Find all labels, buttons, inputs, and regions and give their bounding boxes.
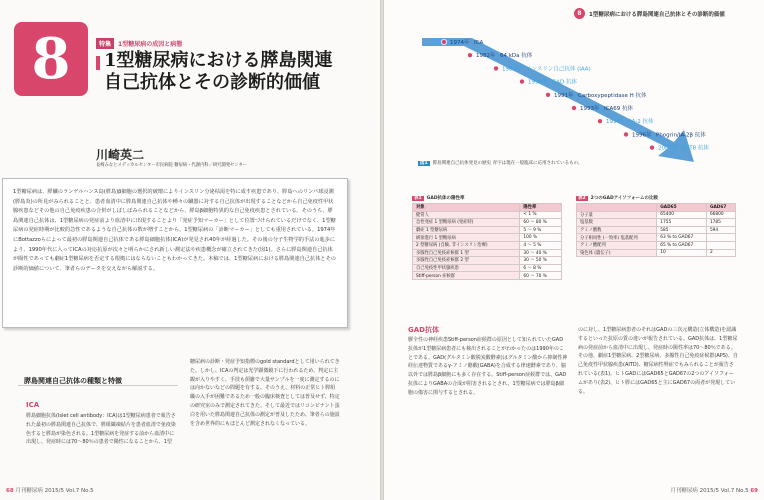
title-accent-bar — [96, 56, 100, 70]
section-heading: 膵島関連自己抗体の種類と特徴 — [24, 377, 122, 385]
table-cell: 63 % to GAD67 — [657, 234, 707, 242]
author-affiliation: 長崎みなとメディカルセンター市民病院 糖尿病・代謝内科／研究開発センター — [96, 163, 248, 168]
page-footer — [6, 486, 94, 494]
table-cell: 60 ～ 80 % — [520, 219, 562, 227]
table-header-row — [413, 204, 562, 212]
table-row — [577, 219, 736, 227]
table-cell: 多腺性自己免疫症候群 2 型 — [413, 257, 520, 265]
timeline-year: 1990年 — [528, 79, 548, 86]
table-row — [413, 249, 562, 257]
table-row — [577, 211, 736, 219]
table-cell: 健常人 — [413, 211, 520, 219]
table-cell: 多腺性自己免疫症候群 1 型 — [413, 249, 520, 257]
table-row — [413, 241, 562, 249]
timeline-antibody-label: Carboxypeptidase H 抗体 — [578, 92, 647, 99]
table-cell: 100 % — [520, 234, 562, 242]
page-number-right: 69 — [750, 488, 758, 494]
page-number: 68 — [6, 488, 14, 494]
table-row — [413, 257, 562, 265]
table-row — [413, 264, 562, 272]
table-cell: 自己免疫性甲状腺疾患 — [413, 264, 520, 272]
running-header — [574, 8, 725, 19]
table2 — [576, 203, 736, 257]
timeline-dot — [519, 79, 524, 84]
timeline-dot — [441, 39, 446, 44]
right-body-column-2: のに対し、1型糖尿病患者のそれはGADの三次元構造(立体構造)を認識するといった抗原の質の違いが報告されている。GAD抗体は、1型糖尿病の発症前から血清中に出現し、発症時の陽性率は70～80％である。その他、劇症1型糖尿病、2型糖尿病、多腺性自己免疫症候群(APS)、自己免疫性甲状腺疾患(AITD)、糖尿病性腎症でもみられることが報告されている(表1)。ヒトGADにはGAD65とGAD67の2つのアイソフォームがあり(表2)、ヒト膵にはGAD65と主にGAD67の両者が発現している。 — [578, 327, 738, 395]
timeline-dot — [467, 53, 472, 58]
series-tag — [96, 38, 182, 49]
figure1-caption-text: 膵島関連自己抗体発見の歴史 青字は現在一般臨床に応用されているもの。 — [432, 161, 583, 166]
table-cell: 585 — [657, 226, 707, 234]
body-column-1: 膵島細胞抗体(Islet cell antibody：ICA)は1型糖尿病患者で報告された最初の膵島関連自己抗体で、膵組織凍結片を患者血清で免疫染色すると膵島が染色される。1型糖尿病を発症する前から血清中に出現し、発症時には70～80％の患者で陽性になることから、1型 — [26, 413, 176, 446]
table-cell: 1755 — [657, 219, 707, 227]
table-cell: 66800 — [706, 211, 735, 219]
timeline-antibody-label: IA-2 抗体 — [630, 119, 654, 126]
timeline-antibody-label: ICA69 抗体 — [604, 106, 633, 112]
timeline-antibody-label: ICA — [474, 40, 484, 46]
table-cell: 65400 — [657, 211, 707, 219]
chapter-number: 8 — [14, 22, 88, 96]
table-row — [413, 211, 562, 219]
subsection-heading-ica: ICA — [26, 401, 40, 409]
timeline-year: 1991年 — [554, 92, 574, 99]
table-row — [577, 249, 736, 257]
timeline-dot — [649, 145, 654, 150]
subsection-heading-gad: GAD抗体 — [408, 326, 439, 334]
right-body-column-1: 膠全性の神経疾患Stiff-person症候群の原因として知られていたGAD抗体が1型糖尿病患者にも検出されることがわかったのは1990年のことである。GAD(グルタミン酸脱炭酸酵素)はグルタミン酸から抑制性神経伝達物質であるγ-アミノ酪酸(GABA)を合成する律速酵素であり、脳以外では膵島β細胞にも多く存在する。Stiff-person症候群では、GAD抗体によりGABAの合成が阻害されるとされ、1型糖尿病では膵島β細胞の傷害に関与するとされる。 — [408, 337, 568, 396]
table-cell — [706, 241, 735, 249]
timeline-year: 1993年 — [580, 106, 600, 112]
timeline-antibody-label: インスリン自己抗体 (IAA) — [526, 66, 591, 73]
table-header-cell: 対象 — [413, 204, 520, 212]
table-cell: 2 型糖尿病 (自験, 非インスリン治療) — [413, 241, 520, 249]
footer-text: 月刊糖尿病 2015/5 Vol.7 No.5 — [15, 488, 94, 494]
table-cell: 2 — [706, 249, 735, 257]
table-cell: < 1 % — [520, 211, 562, 219]
table-header-row — [577, 204, 736, 212]
table-row — [413, 234, 562, 242]
table-row — [577, 234, 736, 242]
table-cell: 5 ～ 9 % — [520, 226, 562, 234]
table-cell: 染色体 (遺伝子) — [577, 249, 657, 257]
timeline-antibody-label: GAD 抗体 — [552, 79, 578, 86]
timeline-dot — [545, 92, 550, 97]
table-row — [413, 226, 562, 234]
table-cell: 6 ～ 8 % — [520, 264, 562, 272]
tag-label: 特集 — [96, 38, 114, 49]
table-cell: 分子相同性 (一致率) 塩基配列 — [577, 234, 657, 242]
figure1-tag: 図1 — [420, 161, 428, 166]
table-cell: 4 ～ 5 % — [520, 241, 562, 249]
timeline-year: 2007年 — [658, 145, 678, 152]
table-header-cell — [577, 204, 657, 212]
page-footer-right — [670, 486, 758, 494]
table1 — [412, 203, 562, 280]
page-gutter — [380, 0, 384, 500]
timeline-year: 1994年 — [606, 119, 626, 126]
timeline-dot — [493, 66, 498, 71]
table-cell: 塩基数 — [577, 219, 657, 227]
timeline-antibody-label: 64 kDa 抗体 — [500, 53, 533, 60]
table-header-cell: 陽性率 — [520, 204, 562, 212]
abstract-box: 1型糖尿病は、膵臓のランゲルハンス島(膵島)β細胞の選択的破壊によりインスリン分泌枯渇を特に成す疾患であり、膵島へのリンパ球浸潤(膵島炎)の所見がみられることと、患者血清中に膵島関連自己抗体や種々の臓器に対する自己抗体が出現することなどから自己免疫性甲状腺疾患などその他の自己免疫疾患の合併がしばしばみられることなどから、膵島β細胞特異的な自己免疫疾患とされている。そのうち、膵島関連自己抗体は、1型糖尿病の発症前より血清中に出現することより「発症予知マーカー」として位置づけられているだけでなく、1型糖尿病の発症時期が比較的急性であるような自己抗体の数が増すことから、1型糖尿病の「診断マーカー」としても重用されている。1974年にBottazzoらによって最初の膵島関連自己抗体である膵島細胞抗体(ICA)が発見され40年が経過した。その後の分子生物学的手法の進歩により、1990年代に入ってICAの対応抗原が次々と明らかにされ新しい測定法や疾患概念が確立されてきた(図1)。さらに膵島関連自己抗体が陽性であっても劇症1型糖尿病を否定する根拠にはならないこともわかってきた。本稿では、1型糖尿病における膵島関連自己抗体とその診断的価値について、筆者らのデータを交えながら解説する。 — [2, 178, 348, 328]
body-column-2: 糖尿病の診断・発症予知指標のgold standardとして用いられてきた。しかし、ICAの判定は光学顕微鏡下に行われるため、判定に主観が入りやすく、手技も煩雑で大量サンプルを一度に測定するのには向かないなどの問題を有する。そのうえ、材料の正常ヒト膵組織の入手が困難であるため一般の臨床検査としては普及せず、特定の研究室のみで測定されてきた。そして最近ではリコンビナント蛋白を用いた膵島関連自己抗体の測定が普及したため、筆者らの施設を含め世界的にもほとんど測定されなくなっている。 — [190, 359, 340, 427]
figure1-caption — [418, 160, 582, 166]
table-row — [577, 241, 736, 249]
table-cell: 30 ～ 50 % — [520, 257, 562, 265]
table2-title — [576, 195, 658, 201]
timeline-year: 1982年 — [476, 53, 496, 60]
table1-title — [412, 195, 465, 201]
table-cell: 緩徐進行 1 型糖尿病 — [413, 234, 520, 242]
header-number: 8 — [574, 8, 585, 19]
timeline-arrow — [422, 38, 694, 162]
table-cell: Stiff-person 症候群 — [413, 272, 520, 280]
table1-title-text: GAD抗体の陽性率 — [426, 196, 465, 201]
footer-text-right: 月刊糖尿病 2015/5 Vol.7 No.5 — [670, 488, 749, 494]
timeline-dot — [623, 132, 628, 137]
header-title: 1型糖尿病における膵島関連自己抗体とその診断的価値 — [589, 11, 725, 18]
antibody-history-figure — [412, 30, 712, 170]
table-cell: 劇症 1 型糖尿病 — [413, 226, 520, 234]
table-cell: 1785 — [706, 219, 735, 227]
table-cell: アミノ酸配列 — [577, 241, 657, 249]
table2-tag: 表2 — [578, 196, 586, 201]
table-header-cell: GAD67 — [706, 204, 735, 212]
table-cell — [706, 234, 735, 242]
table-row — [413, 272, 562, 280]
table1-tag: 表1 — [414, 196, 422, 201]
right-page — [382, 0, 764, 500]
table-row — [577, 226, 736, 234]
table-row — [413, 219, 562, 227]
series-title: 1型糖尿病の成因と病態 — [118, 41, 183, 48]
timeline-antibody-label: ZnT8 抗体 — [682, 145, 709, 152]
timeline-dot — [571, 105, 576, 110]
table-cell: 60 ～ 70 % — [520, 272, 562, 280]
article-title: 1型糖尿病における膵島関連自己抗体とその診断的価値 — [104, 50, 333, 93]
table-cell: 10 — [657, 249, 707, 257]
table-cell: 分子量 — [577, 211, 657, 219]
author-name: 川崎英二 — [96, 148, 145, 162]
timeline-year: 1974年 — [450, 40, 470, 46]
table-cell: 594 — [706, 226, 735, 234]
timeline-year: 1983年 — [502, 66, 522, 73]
timeline-year: 1996年 — [632, 132, 652, 139]
table2-title-text: 2つのGADアイソフォームの比較 — [590, 196, 659, 201]
table-cell: 急性発症 1 型糖尿病 (発症時) — [413, 219, 520, 227]
table-cell: 65 % to GAD67 — [657, 241, 707, 249]
table-cell: 30 ～ 40 % — [520, 249, 562, 257]
table-header-cell: GAD65 — [657, 204, 707, 212]
table-cell: アミノ酸数 — [577, 226, 657, 234]
timeline-antibody-label: Phogrin/IA-2β 抗体 — [656, 132, 706, 139]
timeline-dot — [597, 119, 602, 124]
